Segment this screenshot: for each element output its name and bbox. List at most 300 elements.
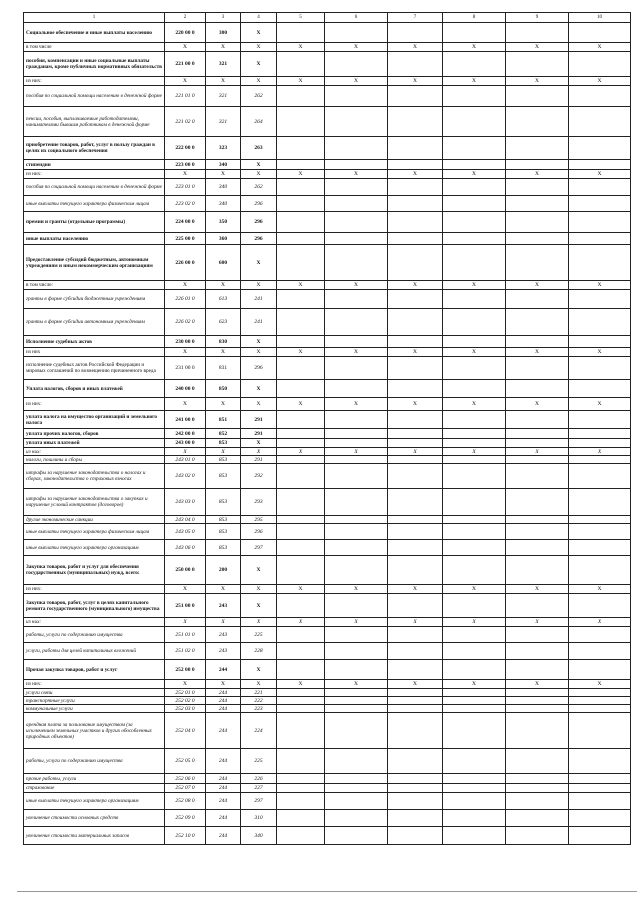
kosgu-code-cell: 228 xyxy=(241,643,277,660)
table-row xyxy=(24,160,631,170)
table-row xyxy=(24,281,631,290)
amount-cell xyxy=(506,827,569,845)
table-row xyxy=(24,556,631,585)
line-code-cell: 252 01 0 xyxy=(165,689,206,697)
amount-cell xyxy=(569,594,631,618)
indicator-name-cell: из них: xyxy=(24,448,165,456)
table-row xyxy=(24,398,631,411)
amount-cell xyxy=(325,697,388,705)
expense-code-cell: 613 xyxy=(206,290,241,309)
amount-cell xyxy=(443,23,506,43)
line-code-cell: 252 10 0 xyxy=(165,827,206,845)
kosgu-code-cell: X xyxy=(241,556,277,585)
line-code-cell: 222 00 0 xyxy=(165,137,206,160)
table-row xyxy=(24,713,631,749)
amount-cell xyxy=(325,196,388,212)
indicator-name-cell: Прочая закупка товаров, работ и услуг xyxy=(24,660,165,680)
line-code-cell: X xyxy=(165,398,206,411)
indicator-name-cell: иные выплаты текущего характера физическим лицам xyxy=(24,196,165,212)
amount-cell xyxy=(388,594,443,618)
expense-code-cell: 323 xyxy=(206,137,241,160)
kosgu-code-cell: 241 xyxy=(241,309,277,336)
kosgu-code-cell: 241 xyxy=(241,290,277,309)
amount-cell xyxy=(325,489,388,516)
amount-cell xyxy=(569,793,631,810)
amount-cell xyxy=(277,749,325,774)
expense-code-cell: 852 xyxy=(206,429,241,439)
amount-cell xyxy=(569,137,631,160)
indicator-name-cell: приобретение товаров, работ, услуг в пользу граждан в целях их социального обеспечения xyxy=(24,137,165,160)
indicator-name-cell: арендная плата за пользование имуществом (за исключением земельных участков и других обособленных природных объектов) xyxy=(24,713,165,749)
amount-cell: X xyxy=(325,448,388,456)
amount-cell xyxy=(443,516,506,524)
amount-cell xyxy=(388,309,443,336)
amount-cell xyxy=(569,456,631,464)
amount-cell xyxy=(388,827,443,845)
amount-cell xyxy=(569,705,631,713)
line-code-cell: 252 05 0 xyxy=(165,749,206,774)
amount-cell xyxy=(325,86,388,107)
indicator-name-cell: увеличение стоимости материальных запасов xyxy=(24,827,165,845)
line-code-cell: 251 00 0 xyxy=(165,594,206,618)
indicator-name-cell: стипендии xyxy=(24,160,165,170)
expense-code-cell: 600 xyxy=(206,245,241,281)
amount-cell xyxy=(388,196,443,212)
amount-cell xyxy=(443,713,506,749)
amount-cell xyxy=(388,179,443,196)
amount-cell xyxy=(569,643,631,660)
amount-cell xyxy=(443,233,506,245)
line-code-cell: 252 08 0 xyxy=(165,793,206,810)
expense-code-cell: 244 xyxy=(206,827,241,845)
line-code-cell: 240 00 0 xyxy=(165,380,206,398)
expense-code-cell: X xyxy=(206,448,241,456)
amount-cell xyxy=(569,774,631,784)
indicator-name-cell: налоги, пошлины и сборы xyxy=(24,456,165,464)
table-row xyxy=(24,439,631,448)
amount-cell xyxy=(388,233,443,245)
amount-cell xyxy=(569,489,631,516)
amount-cell xyxy=(388,380,443,398)
amount-cell xyxy=(277,689,325,697)
expense-code-cell: 243 xyxy=(206,594,241,618)
indicator-name-cell: из них: xyxy=(24,585,165,594)
amount-cell xyxy=(388,336,443,348)
amount-cell xyxy=(443,357,506,380)
line-code-cell: 230 00 0 xyxy=(165,336,206,348)
amount-cell xyxy=(325,643,388,660)
amount-cell xyxy=(325,689,388,697)
table-row xyxy=(24,697,631,705)
table-row xyxy=(24,137,631,160)
amount-cell xyxy=(325,212,388,233)
amount-cell xyxy=(325,439,388,448)
amount-cell xyxy=(443,380,506,398)
amount-cell: X xyxy=(325,43,388,52)
amount-cell xyxy=(388,245,443,281)
amount-cell xyxy=(569,697,631,705)
expense-code-cell: X xyxy=(206,170,241,179)
amount-cell xyxy=(325,23,388,43)
kosgu-code-cell: X xyxy=(241,680,277,689)
amount-cell xyxy=(569,411,631,429)
amount-cell xyxy=(388,697,443,705)
amount-cell: X xyxy=(325,680,388,689)
indicator-name-cell: штрафы за нарушение законодательства о налогах и сборах, законодательства о страховых взносах xyxy=(24,464,165,489)
indicator-name-cell: пенсии, пособия, выплачиваемые работодателями, нанимателями бывшим работникам в денежной форме xyxy=(24,107,165,137)
amount-cell xyxy=(325,107,388,137)
amount-cell xyxy=(569,336,631,348)
amount-cell xyxy=(388,749,443,774)
line-code-cell: 221 00 0 xyxy=(165,52,206,77)
kosgu-code-cell: 296 xyxy=(241,212,277,233)
amount-cell xyxy=(277,233,325,245)
amount-cell xyxy=(443,196,506,212)
expense-code-cell: 360 xyxy=(206,233,241,245)
indicator-name-cell: уплата налога на имущество организаций и земельного налога xyxy=(24,411,165,429)
indicator-name-cell: Закупка товаров, работ, услуг в целях капитального ремонта государственного (муниципального) имущества xyxy=(24,594,165,618)
amount-cell xyxy=(506,179,569,196)
amount-cell xyxy=(277,660,325,680)
indicator-name-cell: Уплата налогов, сборов и иных платежей xyxy=(24,380,165,398)
amount-cell xyxy=(277,827,325,845)
expense-code-cell: 244 xyxy=(206,749,241,774)
line-code-cell: X xyxy=(165,680,206,689)
kosgu-code-cell: X xyxy=(241,448,277,456)
amount-cell xyxy=(388,793,443,810)
table-row xyxy=(24,77,631,86)
indicator-name-cell: работы, услуги по содержанию имущества xyxy=(24,627,165,643)
amount-cell xyxy=(443,336,506,348)
kosgu-code-cell: 225 xyxy=(241,627,277,643)
kosgu-code-cell: 262 xyxy=(241,179,277,196)
column-number: 2 xyxy=(165,13,206,23)
indicator-name-cell: в том числе xyxy=(24,43,165,52)
expense-code-cell: 831 xyxy=(206,357,241,380)
amount-cell xyxy=(506,697,569,705)
amount-cell xyxy=(325,594,388,618)
amount-cell: X xyxy=(277,348,325,357)
amount-cell xyxy=(569,212,631,233)
table-row xyxy=(24,429,631,439)
amount-cell xyxy=(388,810,443,827)
amount-cell xyxy=(277,309,325,336)
line-code-cell: 252 06 0 xyxy=(165,774,206,784)
budget-indicators-table xyxy=(23,12,631,845)
amount-cell xyxy=(506,411,569,429)
expense-code-cell: 851 xyxy=(206,411,241,429)
kosgu-code-cell: 293 xyxy=(241,489,277,516)
table-row xyxy=(24,170,631,179)
expense-code-cell: 853 xyxy=(206,464,241,489)
amount-cell xyxy=(506,290,569,309)
amount-cell xyxy=(325,827,388,845)
amount-cell xyxy=(443,86,506,107)
indicator-name-cell: Предоставление субсидий бюджетным, автономным учреждениям и иным некоммерческим организациям xyxy=(24,245,165,281)
expense-code-cell: 321 xyxy=(206,107,241,137)
amount-cell xyxy=(388,456,443,464)
amount-cell xyxy=(506,309,569,336)
amount-cell: X xyxy=(569,170,631,179)
column-number: 3 xyxy=(206,13,241,23)
amount-cell xyxy=(443,697,506,705)
amount-cell xyxy=(388,516,443,524)
indicator-name-cell: прочие работы, услуги xyxy=(24,774,165,784)
table-row xyxy=(24,212,631,233)
indicator-name-cell: из них: xyxy=(24,170,165,179)
line-code-cell: 226 01 0 xyxy=(165,290,206,309)
amount-cell xyxy=(569,660,631,680)
amount-cell xyxy=(443,179,506,196)
table-row xyxy=(24,618,631,627)
indicator-name-cell: уплата прочих налогов, сборов xyxy=(24,429,165,439)
amount-cell xyxy=(443,660,506,680)
amount-cell xyxy=(506,336,569,348)
indicator-name-cell: исполнение судебных актов Российской Федерации и мировых соглашений по возмещению причиненного вреда xyxy=(24,357,165,380)
amount-cell xyxy=(325,52,388,77)
amount-cell xyxy=(388,689,443,697)
amount-cell xyxy=(443,540,506,556)
kosgu-code-cell: 226 xyxy=(241,774,277,784)
amount-cell: X xyxy=(325,348,388,357)
amount-cell: X xyxy=(506,680,569,689)
amount-cell xyxy=(506,464,569,489)
amount-cell xyxy=(277,107,325,137)
line-code-cell: X xyxy=(165,77,206,86)
amount-cell xyxy=(569,357,631,380)
amount-cell xyxy=(277,245,325,281)
amount-cell xyxy=(325,290,388,309)
kosgu-code-cell: 340 xyxy=(241,827,277,845)
line-code-cell: X xyxy=(165,348,206,357)
amount-cell xyxy=(325,556,388,585)
line-code-cell: 252 02 0 xyxy=(165,697,206,705)
amount-cell: X xyxy=(506,448,569,456)
amount-cell: X xyxy=(569,281,631,290)
table-row xyxy=(24,464,631,489)
amount-cell: X xyxy=(277,170,325,179)
amount-cell xyxy=(277,336,325,348)
kosgu-code-cell: 297 xyxy=(241,793,277,810)
amount-cell xyxy=(277,86,325,107)
amount-cell xyxy=(325,336,388,348)
expense-code-cell: 850 xyxy=(206,380,241,398)
amount-cell: X xyxy=(388,348,443,357)
expense-code-cell: 244 xyxy=(206,793,241,810)
amount-cell: X xyxy=(277,281,325,290)
amount-cell: X xyxy=(388,398,443,411)
amount-cell: X xyxy=(569,398,631,411)
column-number-row xyxy=(24,13,631,23)
indicator-name-cell: гранты в форме субсидии автономным учреждениям xyxy=(24,309,165,336)
amount-cell xyxy=(569,245,631,281)
amount-cell xyxy=(388,713,443,749)
line-code-cell: 243 04 0 xyxy=(165,516,206,524)
kosgu-code-cell: 292 xyxy=(241,464,277,489)
amount-cell xyxy=(325,627,388,643)
amount-cell xyxy=(443,810,506,827)
amount-cell xyxy=(443,784,506,793)
indicator-name-cell: увеличение стоимости основных средств xyxy=(24,810,165,827)
table-row xyxy=(24,827,631,845)
amount-cell xyxy=(506,810,569,827)
amount-cell xyxy=(325,456,388,464)
amount-cell xyxy=(277,357,325,380)
amount-cell xyxy=(277,643,325,660)
indicator-name-cell: Исполнение судебных актов xyxy=(24,336,165,348)
kosgu-code-cell: 291 xyxy=(241,456,277,464)
amount-cell xyxy=(569,309,631,336)
column-number: 6 xyxy=(325,13,388,23)
amount-cell xyxy=(569,516,631,524)
amount-cell: X xyxy=(388,448,443,456)
indicator-name-cell: транспортные услуги xyxy=(24,697,165,705)
table-row xyxy=(24,680,631,689)
amount-cell xyxy=(569,233,631,245)
kosgu-code-cell: 222 xyxy=(241,697,277,705)
amount-cell xyxy=(506,212,569,233)
kosgu-code-cell: 291 xyxy=(241,429,277,439)
amount-cell: X xyxy=(506,43,569,52)
indicator-name-cell: уплата иных платежей xyxy=(24,439,165,448)
amount-cell xyxy=(388,86,443,107)
kosgu-code-cell: X xyxy=(241,380,277,398)
column-number: 10 xyxy=(569,13,631,23)
kosgu-code-cell: 310 xyxy=(241,810,277,827)
amount-cell xyxy=(506,774,569,784)
kosgu-code-cell: X xyxy=(241,52,277,77)
amount-cell xyxy=(325,793,388,810)
amount-cell: X xyxy=(506,77,569,86)
amount-cell xyxy=(506,660,569,680)
amount-cell xyxy=(443,52,506,77)
indicator-name-cell: другие экономические санкции xyxy=(24,516,165,524)
table-row xyxy=(24,774,631,784)
amount-cell: X xyxy=(443,43,506,52)
line-code-cell: 243 05 0 xyxy=(165,524,206,540)
amount-cell xyxy=(325,309,388,336)
line-code-cell: 241 00 0 xyxy=(165,411,206,429)
amount-cell xyxy=(443,827,506,845)
amount-cell xyxy=(506,439,569,448)
amount-cell xyxy=(506,784,569,793)
expense-code-cell: 853 xyxy=(206,540,241,556)
amount-cell xyxy=(569,464,631,489)
amount-cell xyxy=(277,627,325,643)
amount-cell xyxy=(569,627,631,643)
indicator-name-cell: услуги связи xyxy=(24,689,165,697)
amount-cell xyxy=(443,489,506,516)
table-row xyxy=(24,660,631,680)
amount-cell xyxy=(506,233,569,245)
indicator-name-cell: иные выплаты населению xyxy=(24,233,165,245)
amount-cell: X xyxy=(443,680,506,689)
amount-cell xyxy=(443,774,506,784)
amount-cell xyxy=(443,643,506,660)
amount-cell xyxy=(443,594,506,618)
amount-cell xyxy=(388,774,443,784)
amount-cell xyxy=(506,643,569,660)
amount-cell: X xyxy=(277,618,325,627)
amount-cell xyxy=(443,689,506,697)
amount-cell: X xyxy=(569,348,631,357)
expense-code-cell: 243 xyxy=(206,627,241,643)
amount-cell xyxy=(325,464,388,489)
amount-cell xyxy=(506,429,569,439)
line-code-cell: X xyxy=(165,281,206,290)
table-row xyxy=(24,540,631,556)
indicator-name-cell: иные выплаты текущего характера организациям xyxy=(24,540,165,556)
indicator-name-cell: иные выплаты текущего характера организациям xyxy=(24,793,165,810)
amount-cell xyxy=(277,439,325,448)
expense-code-cell: 244 xyxy=(206,689,241,697)
expense-code-cell: 340 xyxy=(206,179,241,196)
amount-cell xyxy=(506,86,569,107)
line-code-cell: X xyxy=(165,170,206,179)
table-row xyxy=(24,233,631,245)
amount-cell: X xyxy=(506,398,569,411)
kosgu-code-cell: X xyxy=(241,585,277,594)
amount-cell xyxy=(569,689,631,697)
amount-cell xyxy=(277,540,325,556)
table-row xyxy=(24,705,631,713)
amount-cell: X xyxy=(443,585,506,594)
amount-cell xyxy=(388,411,443,429)
amount-cell: X xyxy=(388,43,443,52)
amount-cell xyxy=(388,23,443,43)
amount-cell xyxy=(506,245,569,281)
amount-cell: X xyxy=(569,448,631,456)
amount-cell xyxy=(277,489,325,516)
amount-cell xyxy=(325,660,388,680)
amount-cell: X xyxy=(569,43,631,52)
expense-code-cell: 830 xyxy=(206,336,241,348)
indicator-name-cell: из них: xyxy=(24,618,165,627)
amount-cell xyxy=(388,107,443,137)
amount-cell xyxy=(506,107,569,137)
amount-cell xyxy=(506,689,569,697)
line-code-cell: 252 04 0 xyxy=(165,713,206,749)
amount-cell xyxy=(277,52,325,77)
kosgu-code-cell: 296 xyxy=(241,196,277,212)
amount-cell xyxy=(388,212,443,233)
amount-cell xyxy=(506,524,569,540)
amount-cell xyxy=(325,749,388,774)
amount-cell xyxy=(506,489,569,516)
amount-cell xyxy=(325,160,388,170)
kosgu-code-cell: X xyxy=(241,245,277,281)
indicator-name-cell: работы, услуги по содержанию имущества xyxy=(24,749,165,774)
line-code-cell: 243 06 0 xyxy=(165,540,206,556)
amount-cell xyxy=(569,52,631,77)
table-row xyxy=(24,810,631,827)
amount-cell xyxy=(388,784,443,793)
line-code-cell: 226 02 0 xyxy=(165,309,206,336)
amount-cell xyxy=(325,705,388,713)
expense-code-cell: 300 xyxy=(206,23,241,43)
kosgu-code-cell: X xyxy=(241,23,277,43)
kosgu-code-cell: 296 xyxy=(241,233,277,245)
amount-cell xyxy=(325,429,388,439)
amount-cell xyxy=(569,23,631,43)
table-row xyxy=(24,23,631,43)
amount-cell xyxy=(325,179,388,196)
table-row xyxy=(24,196,631,212)
amount-cell xyxy=(506,793,569,810)
indicator-name-cell: пособия по социальной помощи населению в денежной форме xyxy=(24,179,165,196)
indicator-name-cell: услуги, работы для целей капитальных вложений xyxy=(24,643,165,660)
table-row xyxy=(24,784,631,793)
